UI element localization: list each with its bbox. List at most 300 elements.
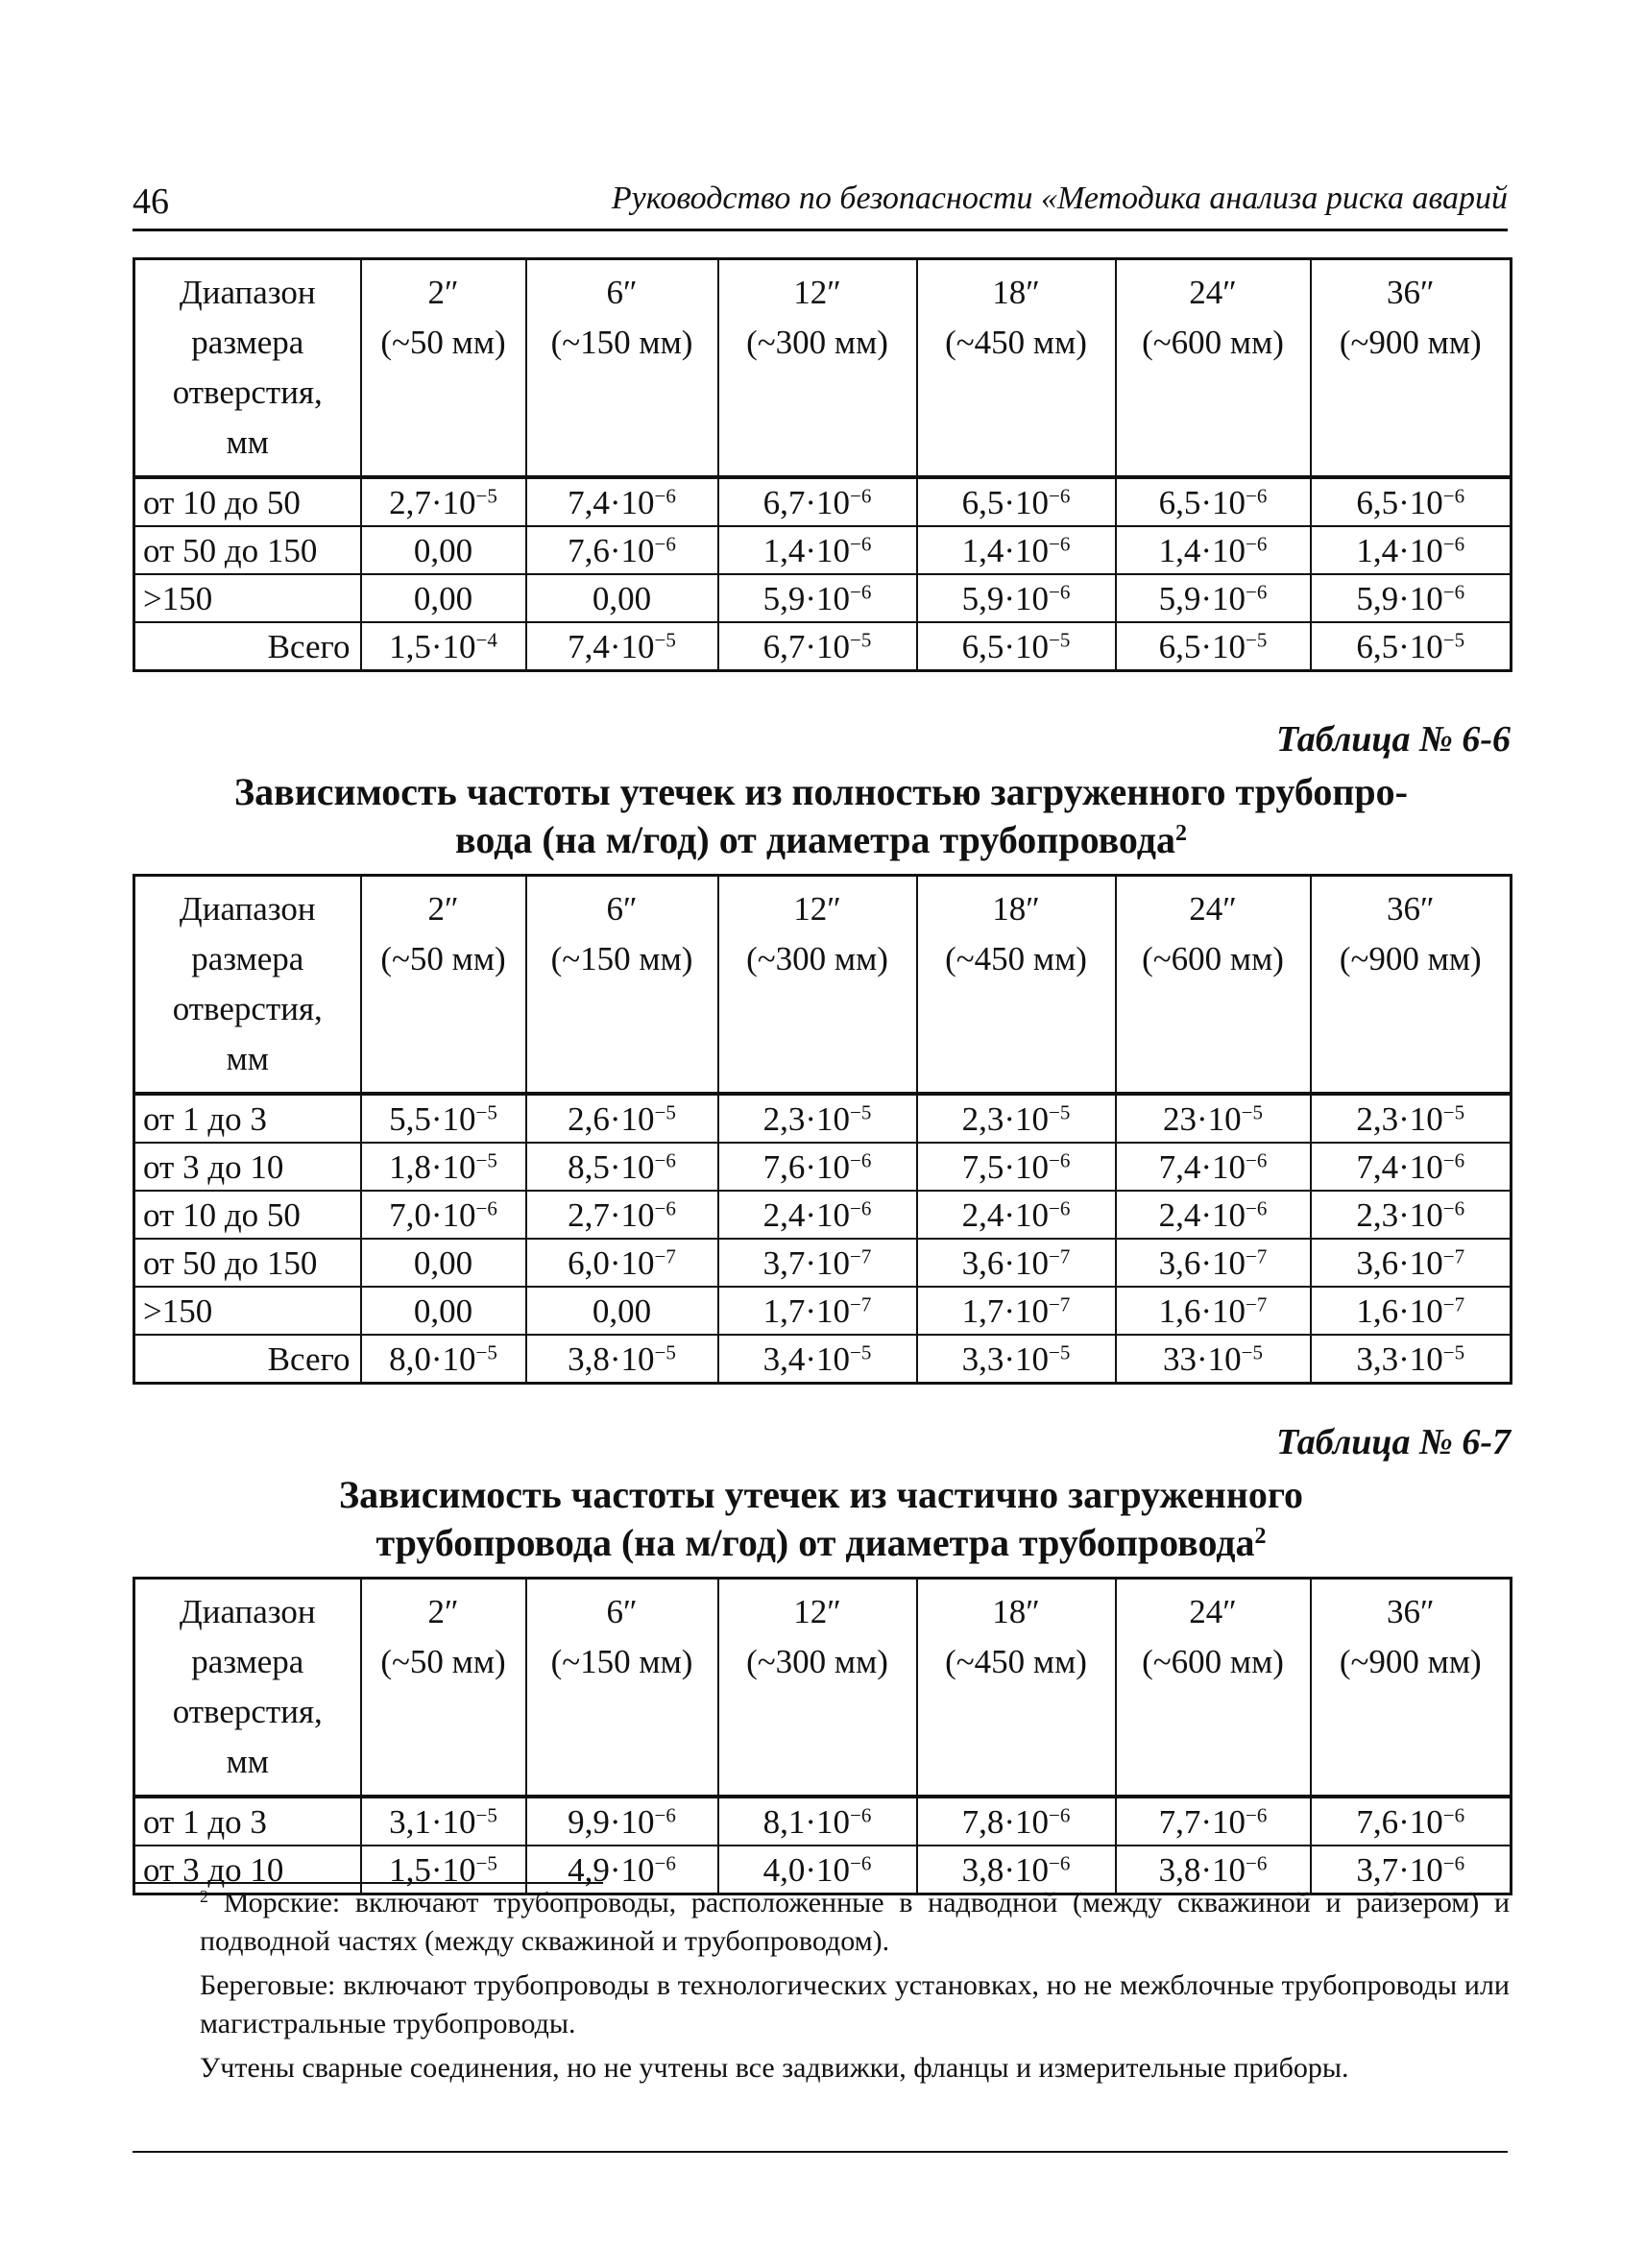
value-mantissa: 6,5·10 (1158, 483, 1246, 521)
table-row (134, 574, 1512, 622)
table-row (134, 1239, 1512, 1287)
table-6-6-number: Таблица № 6-6 (1275, 719, 1511, 760)
footnote-p1-text: Морские: включают трубопроводы, расположенные в надводной (между скважиной и райзером) и подводной частях (между скважиной и трубопроводом). (200, 1887, 1510, 1957)
value-cell (1116, 1797, 1311, 1846)
size-inch: 6″ (606, 890, 638, 928)
value-mantissa: 7,8·10 (961, 1802, 1050, 1841)
table-6-7-title (133, 1471, 1510, 1567)
value-exponent: −6 (1049, 531, 1071, 555)
value-exponent: −5 (654, 627, 676, 651)
bottom-rule (133, 2151, 1508, 2153)
value-mantissa: 7,4·10 (1158, 1147, 1246, 1186)
value-cell (718, 1191, 917, 1239)
size-inch: 18″ (992, 890, 1040, 928)
size-inch: 12″ (793, 274, 841, 311)
value-exponent: −6 (850, 579, 872, 603)
value-exponent: −5 (654, 1339, 676, 1363)
value-exponent: −7 (850, 1291, 872, 1315)
value-cell (917, 1287, 1116, 1335)
size-mm: (~50 мм) (380, 940, 506, 977)
size-mm: (~900 мм) (1339, 940, 1482, 977)
header-size-cell (917, 259, 1116, 478)
value-mantissa: 1,4·10 (1158, 531, 1246, 569)
value-cell (526, 1191, 718, 1239)
value-cell (526, 1797, 718, 1846)
value-mantissa: 7,4·10 (1356, 1147, 1443, 1186)
value-exponent: −5 (475, 1099, 497, 1123)
value-mantissa: 2,3·10 (762, 1099, 851, 1138)
value-cell (1311, 1143, 1512, 1191)
value-mantissa: 3,6·10 (1356, 1243, 1443, 1282)
value-mantissa: 7,6·10 (1356, 1802, 1443, 1841)
header-row (134, 259, 1512, 478)
value-exponent: −6 (1246, 483, 1268, 507)
value-exponent: −7 (1246, 1243, 1268, 1267)
value-exponent: −6 (654, 1195, 676, 1219)
value-exponent: −5 (475, 1339, 497, 1363)
value-cell (361, 1094, 526, 1143)
value-mantissa: 6,0·10 (568, 1243, 655, 1282)
table-6-6-title-line2 (133, 816, 1510, 864)
header-size-cell (1311, 1579, 1512, 1798)
value-mantissa: 0,00 (592, 579, 652, 617)
header-label-line: отверстия, (172, 990, 323, 1027)
value-cell (917, 1191, 1116, 1239)
value-exponent: −6 (1049, 1802, 1071, 1826)
row-label: от 10 до 50 (134, 1191, 361, 1239)
table-row (134, 526, 1512, 574)
value-exponent: −6 (1049, 579, 1071, 603)
header-size-cell (1116, 876, 1311, 1095)
size-inch: 2″ (427, 274, 459, 311)
header-label-line: отверстия, (172, 374, 323, 411)
value-mantissa: 3,7·10 (762, 1243, 851, 1282)
value-exponent: −5 (1049, 1099, 1071, 1123)
value-cell (1116, 526, 1311, 574)
value-cell (526, 574, 718, 622)
row-label: от 50 до 150 (134, 1239, 361, 1287)
header-size-cell (526, 259, 718, 478)
footnote-marker: 2 (200, 1887, 208, 1907)
value-exponent: −6 (1442, 1850, 1465, 1874)
table-6-6 (133, 874, 1512, 1385)
table-6-7-number: Таблица № 6-7 (1275, 1422, 1511, 1462)
value-exponent: −5 (1246, 627, 1268, 651)
header-size-cell (1116, 259, 1311, 478)
table-row (134, 1143, 1512, 1191)
value-mantissa: 2,3·10 (1356, 1099, 1443, 1138)
header-size-cell (917, 876, 1116, 1095)
value-mantissa: 1,4·10 (762, 531, 851, 569)
row-label: Всего (134, 1335, 361, 1384)
running-title: Руководство по безопасности «Методика анализа риска аварий (611, 181, 1508, 216)
header-label-cell (134, 1579, 361, 1798)
footnote (133, 1884, 1510, 2087)
header-label-line: мм (226, 1040, 269, 1077)
value-cell (718, 526, 917, 574)
value-cell (361, 477, 526, 526)
value-exponent: −5 (1442, 627, 1465, 651)
value-exponent: −6 (1246, 531, 1268, 555)
value-mantissa: 5,9·10 (961, 579, 1050, 617)
header-size-cell (526, 876, 718, 1095)
value-exponent: −6 (654, 483, 676, 507)
size-mm: (~900 мм) (1339, 324, 1482, 361)
value-cell (526, 622, 718, 671)
value-mantissa: 1,4·10 (961, 531, 1050, 569)
header-size-cell (1311, 876, 1512, 1095)
size-inch: 12″ (793, 1593, 841, 1630)
value-cell (917, 526, 1116, 574)
value-mantissa: 5,5·10 (389, 1099, 476, 1138)
header-row (134, 1579, 1512, 1798)
value-mantissa: 3,7·10 (1356, 1850, 1443, 1889)
value-mantissa: 9,9·10 (568, 1802, 655, 1841)
header-label-line: Диапазон (179, 890, 316, 928)
value-cell (361, 1191, 526, 1239)
value-cell (1116, 1191, 1311, 1239)
value-cell (718, 1335, 917, 1384)
value-exponent: −6 (1246, 1147, 1268, 1171)
value-exponent: −6 (1246, 1195, 1268, 1219)
size-inch: 18″ (992, 274, 1040, 311)
header-label-line: размера (191, 324, 304, 361)
value-cell (917, 477, 1116, 526)
value-cell (1311, 1797, 1512, 1846)
value-cell (718, 1287, 917, 1335)
value-mantissa: 6,5·10 (1356, 627, 1443, 665)
value-exponent: −6 (1442, 1195, 1465, 1219)
table-6-7 (133, 1577, 1512, 1895)
value-cell (917, 1143, 1116, 1191)
value-exponent: −6 (1442, 579, 1465, 603)
value-exponent: −6 (1246, 579, 1268, 603)
header-label-line: Диапазон (179, 1593, 316, 1630)
header-size-cell (361, 1579, 526, 1798)
header-size-cell (361, 259, 526, 478)
value-mantissa: 8,5·10 (568, 1147, 655, 1186)
value-mantissa: 6,5·10 (1158, 627, 1246, 665)
value-cell (1311, 1287, 1512, 1335)
header-label-line: мм (226, 1743, 269, 1780)
value-exponent: −6 (475, 1195, 497, 1219)
size-inch: 36″ (1386, 1593, 1435, 1630)
value-mantissa: 5,9·10 (1356, 579, 1443, 617)
value-exponent: −7 (850, 1243, 872, 1267)
value-cell (1116, 1239, 1311, 1287)
value-exponent: −5 (1442, 1099, 1465, 1123)
value-mantissa: 2,3·10 (961, 1099, 1050, 1138)
value-mantissa: 7,5·10 (961, 1147, 1050, 1186)
value-exponent: −5 (850, 1099, 872, 1123)
value-exponent: −6 (654, 1850, 676, 1874)
value-mantissa: 1,7·10 (961, 1291, 1050, 1330)
row-label: Всего (134, 622, 361, 671)
header-label-line: размера (191, 1643, 304, 1680)
table-6-7-title-line2 (133, 1519, 1510, 1567)
total-row (134, 1335, 1512, 1384)
header-row (134, 876, 1512, 1095)
value-mantissa: 0,00 (413, 531, 473, 569)
value-mantissa: 1,8·10 (389, 1147, 476, 1186)
value-exponent: −7 (654, 1243, 676, 1267)
value-mantissa: 6,7·10 (762, 483, 851, 521)
value-cell (526, 526, 718, 574)
value-exponent: −6 (1049, 1195, 1071, 1219)
size-inch: 24″ (1189, 274, 1237, 311)
header-size-cell (718, 1579, 917, 1798)
value-mantissa: 5,9·10 (762, 579, 851, 617)
value-mantissa: 23·10 (1163, 1099, 1242, 1138)
value-mantissa: 1,5·10 (389, 627, 476, 665)
size-inch: 18″ (992, 1593, 1040, 1630)
value-mantissa: 3,8·10 (961, 1850, 1050, 1889)
row-label: от 1 до 3 (134, 1797, 361, 1846)
value-cell (1311, 526, 1512, 574)
value-exponent: −7 (1049, 1243, 1071, 1267)
size-mm: (~150 мм) (550, 324, 693, 361)
value-cell (1311, 622, 1512, 671)
row-label: от 1 до 3 (134, 1094, 361, 1143)
value-exponent: −6 (1442, 1147, 1465, 1171)
value-mantissa: 0,00 (413, 1291, 473, 1330)
table-row (134, 1191, 1512, 1239)
row-label: >150 (134, 1287, 361, 1335)
value-mantissa: 7,7·10 (1158, 1802, 1246, 1841)
value-exponent: −5 (850, 627, 872, 651)
value-cell (526, 477, 718, 526)
size-mm: (~50 мм) (380, 324, 506, 361)
size-mm: (~450 мм) (945, 324, 1087, 361)
value-exponent: −6 (1049, 483, 1071, 507)
value-cell (917, 622, 1116, 671)
value-mantissa: 8,0·10 (389, 1339, 476, 1378)
value-exponent: −7 (1246, 1291, 1268, 1315)
value-mantissa: 2,7·10 (389, 483, 476, 521)
size-inch: 6″ (606, 1593, 638, 1630)
value-cell (1116, 1143, 1311, 1191)
value-mantissa: 3,4·10 (762, 1339, 851, 1378)
value-mantissa: 3,6·10 (1158, 1243, 1246, 1282)
value-exponent: −5 (1241, 1099, 1263, 1123)
value-mantissa: 1,7·10 (762, 1291, 851, 1330)
value-exponent: −6 (654, 1802, 676, 1826)
value-mantissa: 5,9·10 (1158, 579, 1246, 617)
size-mm: (~600 мм) (1142, 324, 1284, 361)
value-mantissa: 1,5·10 (389, 1850, 476, 1889)
header-size-cell (718, 259, 917, 478)
value-mantissa: 3,1·10 (389, 1802, 476, 1841)
value-exponent: −6 (850, 1195, 872, 1219)
value-mantissa: 3,8·10 (568, 1339, 655, 1378)
value-mantissa: 2,4·10 (961, 1195, 1050, 1234)
value-mantissa: 2,3·10 (1356, 1195, 1443, 1234)
header-size-cell (361, 876, 526, 1095)
value-mantissa: 6,5·10 (961, 483, 1050, 521)
footnote-ref: 2 (1175, 820, 1187, 846)
value-cell (1311, 477, 1512, 526)
value-cell (1116, 477, 1311, 526)
header-size-cell (1116, 1579, 1311, 1798)
header-label-line: мм (226, 423, 269, 461)
size-inch: 6″ (606, 274, 638, 311)
value-cell (718, 574, 917, 622)
value-exponent: −6 (1442, 531, 1465, 555)
size-mm: (~150 мм) (550, 940, 693, 977)
value-mantissa: 3,3·10 (1356, 1339, 1443, 1378)
value-exponent: −5 (475, 1850, 497, 1874)
header-label-line: отверстия, (172, 1693, 323, 1730)
header-size-cell (1311, 259, 1512, 478)
value-exponent: −6 (1246, 1802, 1268, 1826)
table-row (134, 1287, 1512, 1335)
value-cell (718, 477, 917, 526)
size-mm: (~300 мм) (746, 324, 888, 361)
value-mantissa: 3,8·10 (1158, 1850, 1246, 1889)
value-exponent: −6 (850, 483, 872, 507)
value-exponent: −5 (850, 1339, 872, 1363)
value-exponent: −5 (1049, 627, 1071, 651)
value-mantissa: 4,0·10 (762, 1850, 851, 1889)
value-exponent: −6 (1442, 483, 1465, 507)
value-mantissa: 0,00 (413, 1243, 473, 1282)
value-mantissa: 1,6·10 (1356, 1291, 1443, 1330)
size-mm: (~600 мм) (1142, 940, 1284, 977)
table-6-7-title-line2-text: трубопровода (на м/год) от диаметра трубопровода (375, 1521, 1255, 1564)
value-cell (361, 1335, 526, 1384)
value-cell (718, 1797, 917, 1846)
value-mantissa: 8,1·10 (762, 1802, 851, 1841)
value-cell (1116, 574, 1311, 622)
size-inch: 2″ (427, 890, 459, 928)
table-row (134, 477, 1512, 526)
value-cell (526, 1094, 718, 1143)
size-mm: (~300 мм) (746, 1643, 888, 1680)
value-mantissa: 3,3·10 (961, 1339, 1050, 1378)
value-exponent: −6 (1049, 1147, 1071, 1171)
value-mantissa: 2,7·10 (568, 1195, 655, 1234)
size-inch: 12″ (793, 890, 841, 928)
header-size-cell (917, 1579, 1116, 1798)
table-continued (133, 257, 1512, 672)
value-exponent: −6 (1246, 1850, 1268, 1874)
footnote-ref: 2 (1254, 1523, 1267, 1549)
size-mm: (~900 мм) (1339, 1643, 1482, 1680)
value-cell (526, 1335, 718, 1384)
size-inch: 24″ (1189, 1593, 1237, 1630)
value-cell (361, 622, 526, 671)
value-cell (1311, 1191, 1512, 1239)
header-size-cell (526, 1579, 718, 1798)
footnote-p2: Береговые: включают трубопроводы в технологических установках, но не межблочные трубопроводы или магистральные трубопроводы. (200, 1969, 1510, 2039)
value-mantissa: 2,4·10 (762, 1195, 851, 1234)
value-cell (361, 1239, 526, 1287)
page-header (133, 179, 1508, 231)
value-exponent: −5 (475, 483, 497, 507)
size-mm: (~50 мм) (380, 1643, 506, 1680)
size-inch: 24″ (1189, 890, 1237, 928)
value-cell (361, 1287, 526, 1335)
value-mantissa: 2,4·10 (1158, 1195, 1246, 1234)
table-6-6-title-line1: Зависимость частоты утечек из полностью загруженного трубопро- (234, 770, 1408, 813)
value-cell (526, 1239, 718, 1287)
value-exponent: −6 (850, 1147, 872, 1171)
value-cell (718, 1239, 917, 1287)
value-exponent: −6 (850, 1850, 872, 1874)
value-cell (361, 1797, 526, 1846)
value-exponent: −6 (1049, 1850, 1071, 1874)
value-cell (1311, 1094, 1512, 1143)
size-inch: 36″ (1386, 890, 1435, 928)
table-6-7-title-line1: Зависимость частоты утечек из частично загруженного (338, 1473, 1304, 1516)
header-label-cell (134, 259, 361, 478)
size-inch: 36″ (1386, 274, 1435, 311)
table-row (134, 1094, 1512, 1143)
table-6-6-title-line2-text: вода (на м/год) от диаметра трубопровода (455, 818, 1175, 861)
header-label-line: размера (191, 940, 304, 977)
value-cell (1311, 1239, 1512, 1287)
value-exponent: −6 (850, 531, 872, 555)
value-cell (917, 1239, 1116, 1287)
value-exponent: −7 (1049, 1291, 1071, 1315)
value-cell (1311, 1335, 1512, 1384)
value-mantissa: 3,6·10 (961, 1243, 1050, 1282)
value-mantissa: 7,6·10 (568, 531, 655, 569)
value-cell (917, 1335, 1116, 1384)
value-cell (1311, 574, 1512, 622)
value-exponent: −7 (1442, 1243, 1465, 1267)
value-cell (1116, 1094, 1311, 1143)
value-mantissa: 1,4·10 (1356, 531, 1443, 569)
value-cell (1116, 1335, 1311, 1384)
size-mm: (~150 мм) (550, 1643, 693, 1680)
value-cell (361, 1143, 526, 1191)
table-row (134, 1797, 1512, 1846)
value-exponent: −6 (1442, 1802, 1465, 1826)
value-mantissa: 7,4·10 (568, 483, 655, 521)
value-exponent: −5 (1241, 1339, 1263, 1363)
header-size-cell (718, 876, 917, 1095)
value-cell (718, 622, 917, 671)
size-mm: (~300 мм) (746, 940, 888, 977)
row-label: от 3 до 10 (134, 1143, 361, 1191)
value-cell (1116, 622, 1311, 671)
row-label: от 50 до 150 (134, 526, 361, 574)
value-mantissa: 4,9·10 (568, 1850, 655, 1889)
value-cell (718, 1094, 917, 1143)
footnote-p1 (133, 1884, 1510, 1961)
value-cell (917, 1094, 1116, 1143)
page-number: 46 (133, 181, 169, 222)
value-cell (361, 574, 526, 622)
value-mantissa: 7,4·10 (568, 627, 655, 665)
value-cell (1116, 1287, 1311, 1335)
row-label: >150 (134, 574, 361, 622)
footnote-p3: Учтены сварные соединения, но не учтены все задвижки, фланцы и измерительные приборы. (200, 2052, 1349, 2084)
value-cell (526, 1287, 718, 1335)
row-label: от 3 до 10 (134, 1846, 361, 1894)
header-label-cell (134, 876, 361, 1095)
value-mantissa: 0,00 (413, 579, 473, 617)
size-mm: (~450 мм) (945, 1643, 1087, 1680)
value-mantissa: 6,5·10 (1356, 483, 1443, 521)
value-cell (917, 1797, 1116, 1846)
value-mantissa: 6,7·10 (762, 627, 851, 665)
total-row (134, 622, 1512, 671)
value-exponent: −5 (1442, 1339, 1465, 1363)
value-mantissa: 6,5·10 (961, 627, 1050, 665)
value-exponent: −5 (475, 1147, 497, 1171)
